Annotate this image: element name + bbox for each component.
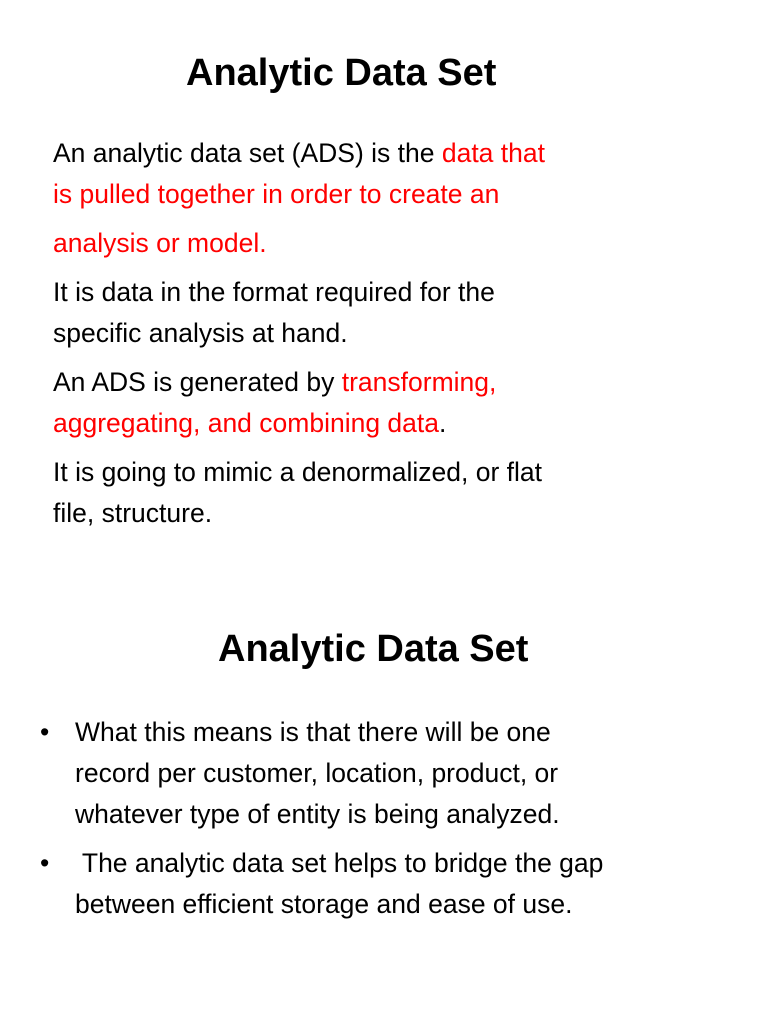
paragraph-line: [53, 493, 743, 534]
text-run: An ADS is generated by: [53, 367, 342, 397]
bullet-line: record per customer, location, product, or: [75, 758, 559, 788]
text-run: An analytic data set (ADS) is the: [53, 138, 442, 168]
bullet-item: [40, 712, 740, 835]
bullet-line: whatever type of entity is being analyzed.: [75, 799, 560, 829]
paragraph-format: [53, 272, 743, 354]
paragraph-line: [53, 362, 743, 403]
highlight-text-run: analysis or model.: [53, 228, 267, 258]
paragraph-line: [53, 223, 743, 264]
paragraph-line: [53, 174, 743, 215]
highlight-text-run: data that: [441, 138, 545, 168]
slide-1-title: Analytic Data Set: [186, 52, 497, 94]
text-run: .: [439, 408, 447, 438]
highlight-text-run: aggregating, and combining data: [53, 408, 440, 438]
slide-2: [0, 600, 768, 1024]
slide-2-title: Analytic Data Set: [218, 628, 529, 670]
bullet-icon: •: [40, 848, 50, 878]
bullet-line: The analytic data set helps to bridge the gap: [75, 848, 604, 878]
text-run: file, structure.: [53, 498, 213, 528]
paragraph-line: [53, 272, 743, 313]
bullet-line: between efficient storage and ease of use.: [75, 889, 573, 919]
highlight-text-run: is pulled together in order to create an: [53, 179, 500, 209]
bullet-item: [40, 843, 740, 925]
paragraph-line: [53, 452, 743, 493]
text-run: specific analysis at hand.: [53, 318, 348, 348]
paragraph-structure: [53, 452, 743, 534]
paragraph-ads-definition: [53, 133, 743, 264]
paragraph-line: [53, 403, 743, 444]
bullet-line: What this means is that there will be one: [75, 717, 551, 747]
highlight-text-run: transforming,: [341, 367, 497, 397]
paragraph-line: [53, 313, 743, 354]
paragraph-line: [53, 133, 743, 174]
bullet-icon: •: [40, 717, 50, 747]
text-run: It is going to mimic a denormalized, or flat: [53, 457, 542, 487]
paragraph-generation: [53, 362, 743, 444]
bullet-list: [40, 712, 740, 933]
text-run: It is data in the format required for the: [53, 277, 495, 307]
